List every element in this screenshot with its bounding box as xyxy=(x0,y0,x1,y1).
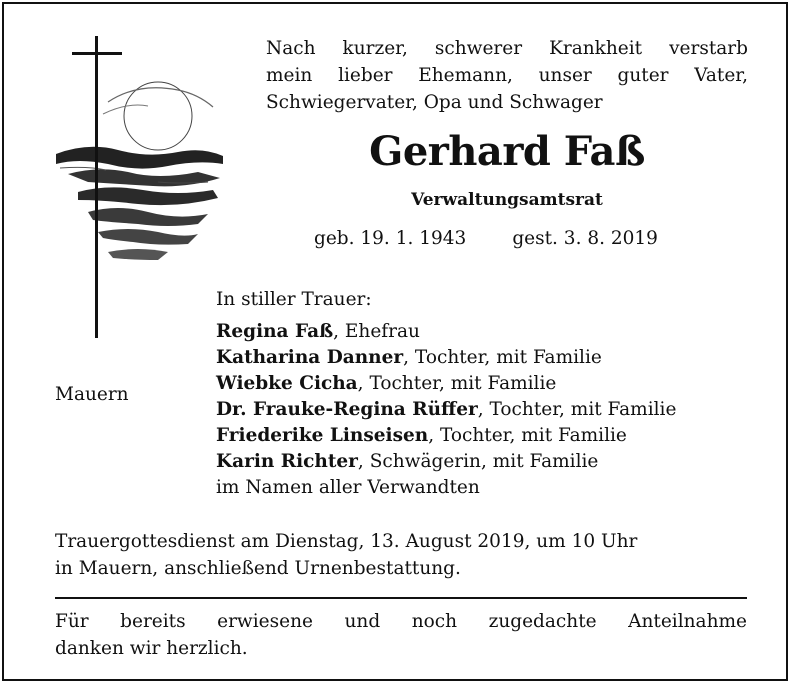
birth-date: geb. 19. 1. 1943 xyxy=(314,228,467,249)
mourner-name: Dr. Frauke-Regina Rüffer xyxy=(216,399,478,420)
mourner-relation: Tochter, mit Familie xyxy=(439,425,627,446)
intro-text xyxy=(266,35,748,116)
mourner-relation: Tochter, mit Familie xyxy=(369,373,557,394)
service-info xyxy=(55,528,747,582)
landscape-icon xyxy=(56,147,223,260)
service-line: in Mauern, anschließend Urnenbestattung. xyxy=(55,558,461,579)
mourner-name: Regina Faß xyxy=(216,321,334,342)
divider-line xyxy=(55,597,747,599)
sun-icon xyxy=(103,82,213,150)
mourner-row: Dr. Frauke-Regina Rüffer, Tochter, mit Familie xyxy=(216,399,677,420)
mourning-heading: In stiller Trauer: xyxy=(216,289,372,310)
mourner-row: Regina Faß, Ehefrau xyxy=(216,321,420,342)
life-dates xyxy=(314,228,658,249)
mourner-name: Katharina Danner xyxy=(216,347,404,368)
mourner-relation: Tochter, mit Familie xyxy=(414,347,602,368)
mourner-relation: Schwägerin, mit Familie xyxy=(369,451,599,472)
cross-sun-landscape-artwork xyxy=(48,32,228,342)
place-name: Mauern xyxy=(55,384,129,405)
mourner-row: Katharina Danner, Tochter, mit Familie xyxy=(216,347,602,368)
intro-line: Nach kurzer, schwerer Krankheit verstarb xyxy=(266,38,748,59)
cross-icon xyxy=(72,36,122,338)
death-date: gest. 3. 8. 2019 xyxy=(512,228,658,249)
thanks-text xyxy=(55,608,747,662)
obituary-notice xyxy=(2,2,788,681)
mourning-closing: im Namen aller Verwandten xyxy=(216,477,480,498)
mourner-row: Wiebke Cicha, Tochter, mit Familie xyxy=(216,373,557,394)
mourner-name: Wiebke Cicha xyxy=(216,373,358,394)
mourner-name: Friederike Linseisen xyxy=(216,425,429,446)
service-line: Trauergottesdienst am Dienstag, 13. August 2019, um 10 Uhr xyxy=(55,531,638,552)
mourner-relation: Tochter, mit Familie xyxy=(489,399,677,420)
deceased-title: Verwaltungsamtsrat xyxy=(411,190,603,210)
intro-line: mein lieber Ehemann, unser guter Vater, xyxy=(266,65,748,86)
deceased-name: Gerhard Faß xyxy=(369,128,645,175)
mourners-list xyxy=(216,287,756,501)
thanks-line: danken wir herzlich. xyxy=(55,638,248,659)
mourner-row: Friederike Linseisen, Tochter, mit Familie xyxy=(216,425,627,446)
thanks-line: Für bereits erwiesene und noch zugedachte Anteilnahme xyxy=(55,611,747,632)
mourner-name: Karin Richter xyxy=(216,451,358,472)
intro-line: Schwiegervater, Opa und Schwager xyxy=(266,92,603,113)
mourner-row: Karin Richter, Schwägerin, mit Familie xyxy=(216,451,599,472)
mourner-relation: Ehefrau xyxy=(344,321,420,342)
